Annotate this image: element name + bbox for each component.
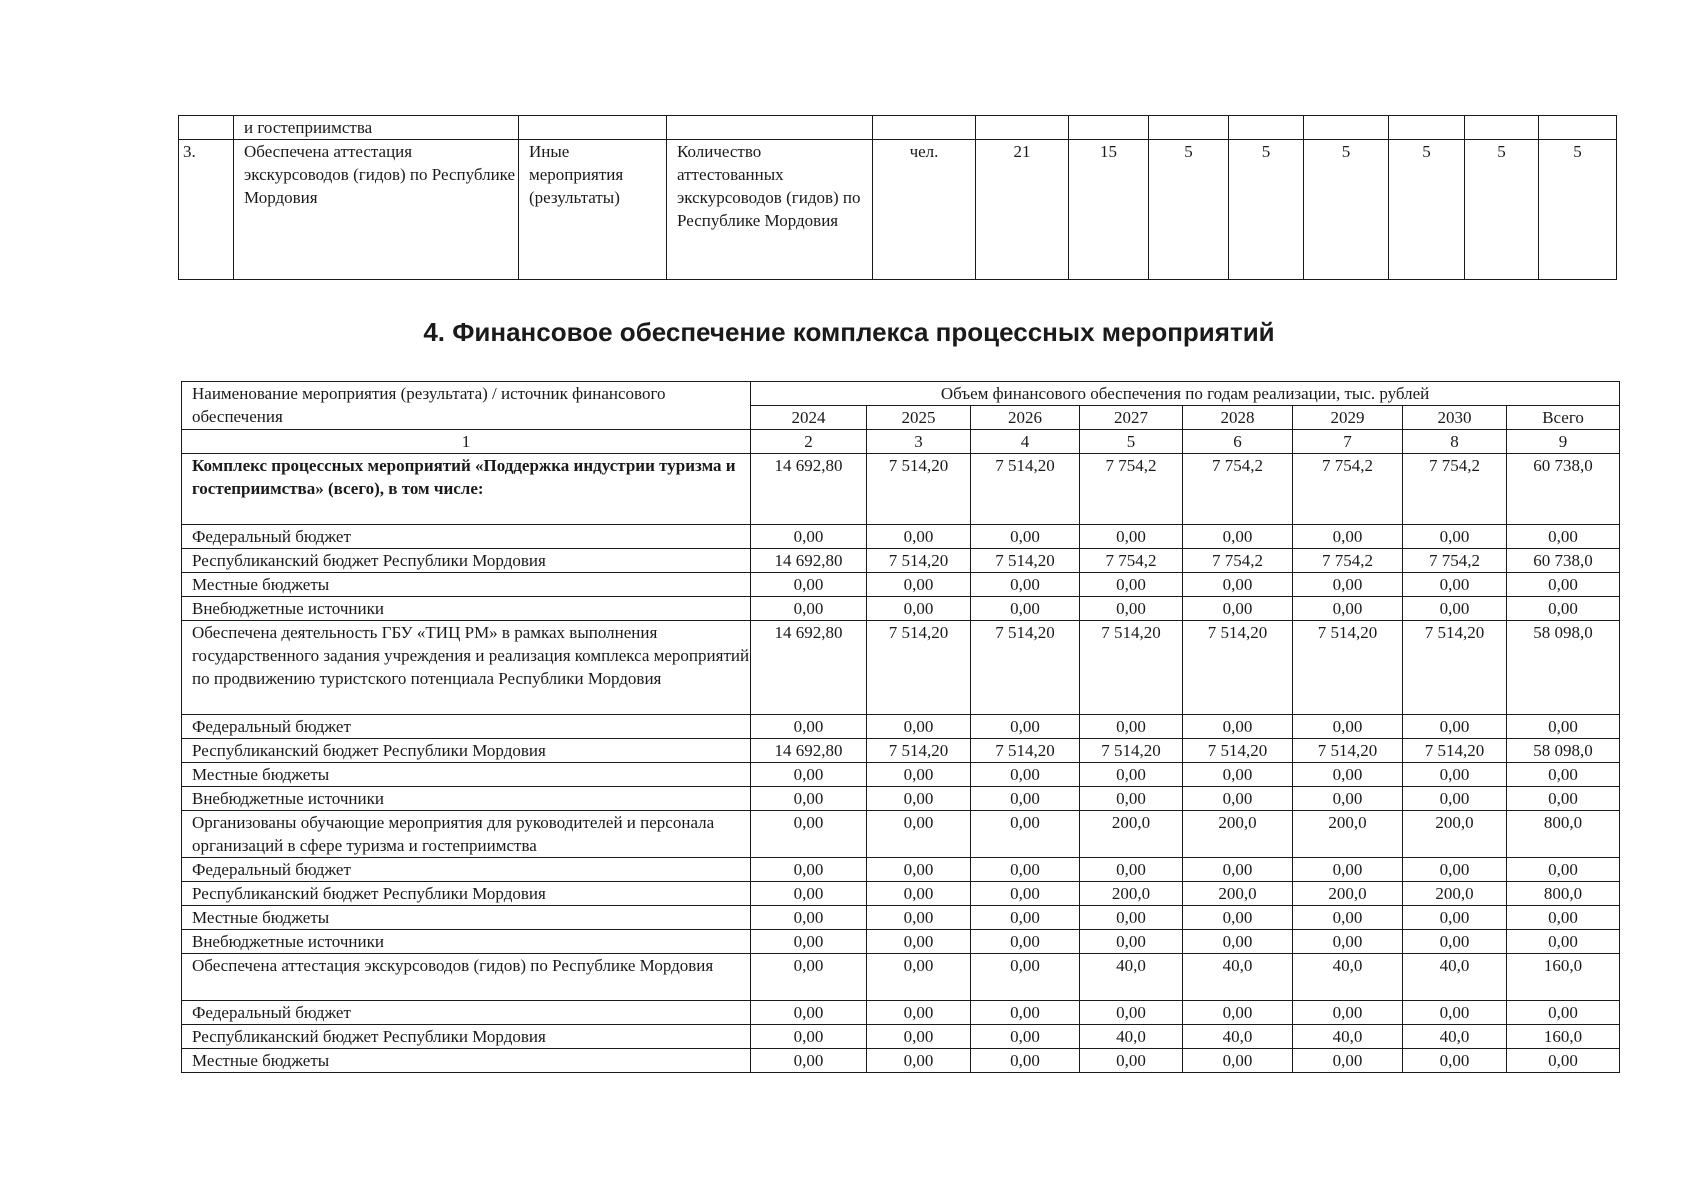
year-value-cell: 0,00 — [751, 1025, 867, 1049]
year-value-cell: 0,00 — [971, 811, 1080, 858]
table-row — [182, 1025, 1620, 1049]
year-value-cell: 0,00 — [971, 858, 1080, 882]
row-label-cell: Обеспечена аттестация экскурсоводов (гидов) по Республике Мордовия — [182, 954, 751, 1001]
year-value-cell: 0,00 — [1183, 597, 1293, 621]
year-value-cell: 0,00 — [971, 573, 1080, 597]
table-row — [182, 454, 1620, 525]
year-value-cell: 40,0 — [1403, 1025, 1507, 1049]
year-value-cell: 0,00 — [751, 1049, 867, 1073]
total-value-cell: 58 098,0 — [1507, 621, 1620, 715]
value-cell: 5 — [1304, 140, 1389, 280]
column-number: 6 — [1183, 430, 1293, 454]
year-value-cell: 0,00 — [751, 525, 867, 549]
row-label-cell: Местные бюджеты — [182, 573, 751, 597]
table-row — [182, 573, 1620, 597]
year-value-cell: 0,00 — [867, 763, 971, 787]
column-number: 7 — [1293, 430, 1403, 454]
total-value-cell: 0,00 — [1507, 715, 1620, 739]
section-title: 4. Финансовое обеспечение комплекса процессных мероприятий — [423, 317, 1275, 347]
year-value-cell: 0,00 — [1293, 906, 1403, 930]
year-value-cell: 0,00 — [867, 1025, 971, 1049]
row-label-cell: Федеральный бюджет — [182, 858, 751, 882]
total-value-cell: 0,00 — [1507, 858, 1620, 882]
header-year: 2028 — [1183, 406, 1293, 430]
year-value-cell: 7 514,20 — [971, 549, 1080, 573]
year-value-cell: 40,0 — [1293, 1025, 1403, 1049]
year-value-cell: 0,00 — [1183, 930, 1293, 954]
value-cell: 5 — [1539, 140, 1617, 280]
year-value-cell: 0,00 — [867, 597, 971, 621]
year-value-cell: 0,00 — [751, 597, 867, 621]
year-value-cell: 7 754,2 — [1183, 549, 1293, 573]
row-label-cell: Внебюджетные источники — [182, 930, 751, 954]
year-value-cell: 7 514,20 — [1183, 621, 1293, 715]
year-value-cell: 7 514,20 — [1403, 621, 1507, 715]
year-value-cell: 7 754,2 — [1080, 454, 1183, 525]
total-value-cell: 60 738,0 — [1507, 549, 1620, 573]
header-year: 2029 — [1293, 406, 1403, 430]
total-value-cell: 0,00 — [1507, 1049, 1620, 1073]
year-value-cell: 0,00 — [1293, 763, 1403, 787]
total-value-cell: 0,00 — [1507, 787, 1620, 811]
column-number: 9 — [1507, 430, 1620, 454]
year-value-cell: 7 754,2 — [1403, 454, 1507, 525]
year-value-cell: 0,00 — [1403, 906, 1507, 930]
year-value-cell: 0,00 — [751, 573, 867, 597]
year-value-cell: 0,00 — [971, 715, 1080, 739]
row-label-cell: Комплекс процессных мероприятий «Поддержка индустрии туризма и гостеприимства» (всего), в том числе: — [182, 454, 751, 525]
year-value-cell: 7 514,20 — [1080, 621, 1183, 715]
year-value-cell: 0,00 — [1080, 906, 1183, 930]
year-value-cell: 0,00 — [971, 763, 1080, 787]
year-value-cell: 0,00 — [867, 787, 971, 811]
table-row — [182, 954, 1620, 1001]
year-value-cell: 0,00 — [971, 525, 1080, 549]
total-value-cell: 0,00 — [1507, 1001, 1620, 1025]
year-value-cell: 0,00 — [1293, 930, 1403, 954]
value-cell: 21 — [976, 140, 1069, 280]
year-value-cell: 7 514,20 — [1183, 739, 1293, 763]
year-value-cell: 7 754,2 — [1293, 549, 1403, 573]
value-cell: 5 — [1389, 140, 1465, 280]
year-value-cell: 0,00 — [1403, 573, 1507, 597]
year-value-cell: 14 692,80 — [751, 739, 867, 763]
row-label-cell: Республиканский бюджет Республики Мордовия — [182, 739, 751, 763]
header-year: 2025 — [867, 406, 971, 430]
year-value-cell: 14 692,80 — [751, 621, 867, 715]
column-number: 4 — [971, 430, 1080, 454]
table-row — [182, 715, 1620, 739]
row-label-cell: Федеральный бюджет — [182, 715, 751, 739]
indicator-cell: Количество аттестованных экскурсоводов (гидов) по Республике Мордовия — [667, 140, 873, 280]
row-label-cell: Федеральный бюджет — [182, 1001, 751, 1025]
total-value-cell: 60 738,0 — [1507, 454, 1620, 525]
year-value-cell: 0,00 — [867, 882, 971, 906]
column-number: 5 — [1080, 430, 1183, 454]
year-value-cell: 0,00 — [867, 715, 971, 739]
row-label-cell: Организованы обучающие мероприятия для руководителей и персонала организаций в сфере туризма и гостеприимства — [182, 811, 751, 858]
total-value-cell: 58 098,0 — [1507, 739, 1620, 763]
header-total: Всего — [1507, 406, 1620, 430]
year-value-cell: 7 514,20 — [867, 454, 971, 525]
table-row — [182, 1001, 1620, 1025]
year-value-cell: 0,00 — [1183, 858, 1293, 882]
year-value-cell: 7 514,20 — [1080, 739, 1183, 763]
row-label-cell: Республиканский бюджет Республики Мордовия — [182, 1025, 751, 1049]
year-value-cell: 40,0 — [1183, 954, 1293, 1001]
year-value-cell: 0,00 — [1403, 763, 1507, 787]
year-value-cell: 0,00 — [1183, 763, 1293, 787]
finance-table — [181, 381, 1620, 1073]
year-value-cell: 0,00 — [1183, 787, 1293, 811]
year-value-cell: 7 514,20 — [867, 621, 971, 715]
year-value-cell: 7 514,20 — [1293, 621, 1403, 715]
column-number-row — [182, 430, 1620, 454]
year-value-cell: 200,0 — [1080, 811, 1183, 858]
column-number: 2 — [751, 430, 867, 454]
year-value-cell: 0,00 — [1403, 1049, 1507, 1073]
table-row — [182, 763, 1620, 787]
row-number-cell: 3. — [179, 140, 234, 280]
value-cell: 15 — [1069, 140, 1149, 280]
row-label-cell: Местные бюджеты — [182, 1049, 751, 1073]
year-value-cell: 7 514,20 — [1403, 739, 1507, 763]
year-value-cell: 0,00 — [751, 787, 867, 811]
year-value-cell: 0,00 — [1080, 573, 1183, 597]
year-value-cell: 7 514,20 — [867, 739, 971, 763]
header-name-column: Наименование мероприятия (результата) / источник финансового обеспечения — [182, 382, 751, 430]
year-value-cell: 0,00 — [751, 715, 867, 739]
year-value-cell: 0,00 — [971, 882, 1080, 906]
year-value-cell: 0,00 — [751, 906, 867, 930]
year-value-cell: 0,00 — [971, 930, 1080, 954]
year-value-cell: 0,00 — [751, 954, 867, 1001]
year-value-cell: 7 514,20 — [1293, 739, 1403, 763]
value-cell: 5 — [1229, 140, 1304, 280]
year-value-cell: 0,00 — [867, 930, 971, 954]
year-value-cell: 0,00 — [1403, 858, 1507, 882]
year-value-cell: 7 754,2 — [1403, 549, 1507, 573]
year-value-cell: 0,00 — [1080, 1001, 1183, 1025]
year-value-cell: 200,0 — [1403, 882, 1507, 906]
total-value-cell: 0,00 — [1507, 763, 1620, 787]
year-value-cell: 40,0 — [1403, 954, 1507, 1001]
year-value-cell: 0,00 — [867, 525, 971, 549]
year-value-cell: 0,00 — [1183, 573, 1293, 597]
row-label-cell: Внебюджетные источники — [182, 787, 751, 811]
column-number: 8 — [1403, 430, 1507, 454]
year-value-cell: 0,00 — [1183, 715, 1293, 739]
year-value-cell: 0,00 — [867, 1049, 971, 1073]
year-value-cell: 0,00 — [1293, 787, 1403, 811]
table-row — [182, 811, 1620, 858]
year-value-cell: 0,00 — [1403, 597, 1507, 621]
year-value-cell: 0,00 — [1293, 525, 1403, 549]
row-label-cell: Местные бюджеты — [182, 763, 751, 787]
continued-name-cell: и гостеприимства — [234, 116, 519, 140]
year-value-cell: 40,0 — [1293, 954, 1403, 1001]
total-value-cell: 0,00 — [1507, 525, 1620, 549]
table-row — [182, 1049, 1620, 1073]
year-value-cell: 0,00 — [751, 858, 867, 882]
year-value-cell: 0,00 — [1080, 715, 1183, 739]
year-value-cell: 40,0 — [1080, 1025, 1183, 1049]
value-cell: 5 — [1465, 140, 1539, 280]
year-value-cell: 7 514,20 — [971, 454, 1080, 525]
total-value-cell: 800,0 — [1507, 811, 1620, 858]
year-value-cell: 0,00 — [1293, 597, 1403, 621]
year-value-cell: 200,0 — [1403, 811, 1507, 858]
value-cell: 5 — [1149, 140, 1229, 280]
table-row — [182, 597, 1620, 621]
year-value-cell: 0,00 — [1080, 930, 1183, 954]
year-value-cell: 7 514,20 — [867, 549, 971, 573]
row-label-cell: Внебюджетные источники — [182, 597, 751, 621]
table-header-row — [182, 382, 1620, 406]
header-year: 2024 — [751, 406, 867, 430]
year-value-cell: 0,00 — [867, 811, 971, 858]
year-value-cell: 0,00 — [1293, 715, 1403, 739]
table-row — [179, 140, 1617, 280]
year-value-cell: 0,00 — [867, 1001, 971, 1025]
table-row — [182, 525, 1620, 549]
year-value-cell: 0,00 — [1080, 1049, 1183, 1073]
year-value-cell: 7 754,2 — [1183, 454, 1293, 525]
row-label-cell: Республиканский бюджет Республики Мордовия — [182, 882, 751, 906]
total-value-cell: 0,00 — [1507, 930, 1620, 954]
year-value-cell: 0,00 — [1183, 525, 1293, 549]
year-value-cell: 0,00 — [971, 1025, 1080, 1049]
year-value-cell: 0,00 — [1080, 763, 1183, 787]
year-value-cell: 200,0 — [1183, 882, 1293, 906]
year-value-cell: 0,00 — [971, 906, 1080, 930]
year-value-cell: 0,00 — [971, 597, 1080, 621]
year-value-cell: 0,00 — [971, 1001, 1080, 1025]
year-value-cell: 0,00 — [867, 573, 971, 597]
table-row — [182, 930, 1620, 954]
unit-cell: чел. — [873, 140, 976, 280]
year-value-cell: 0,00 — [1080, 597, 1183, 621]
year-value-cell: 0,00 — [1403, 715, 1507, 739]
table-row — [182, 882, 1620, 906]
total-value-cell: 160,0 — [1507, 954, 1620, 1001]
table-row — [182, 787, 1620, 811]
year-value-cell: 0,00 — [1080, 525, 1183, 549]
year-value-cell: 40,0 — [1183, 1025, 1293, 1049]
year-value-cell: 0,00 — [1183, 1049, 1293, 1073]
header-year: 2030 — [1403, 406, 1507, 430]
result-name-cell: Обеспечена аттестация экскурсоводов (гидов) по Республике Мордовия — [234, 140, 519, 280]
year-value-cell: 0,00 — [1403, 787, 1507, 811]
year-value-cell: 14 692,80 — [751, 549, 867, 573]
year-value-cell: 14 692,80 — [751, 454, 867, 525]
year-value-cell: 7 754,2 — [1080, 549, 1183, 573]
indicators-table — [178, 115, 1617, 280]
year-value-cell: 0,00 — [867, 858, 971, 882]
year-value-cell: 40,0 — [1080, 954, 1183, 1001]
header-year: 2026 — [971, 406, 1080, 430]
year-value-cell: 0,00 — [751, 1001, 867, 1025]
column-number: 1 — [182, 430, 751, 454]
year-value-cell: 0,00 — [971, 1049, 1080, 1073]
year-value-cell: 0,00 — [1183, 1001, 1293, 1025]
row-label-cell: Обеспечена деятельность ГБУ «ТИЦ РМ» в рамках выполнения государственного задания учреждения и реализация комплекса мероприятий по продвижению туристского потенциала Республики Мордовия — [182, 621, 751, 715]
year-value-cell: 0,00 — [1080, 858, 1183, 882]
year-value-cell: 0,00 — [1293, 858, 1403, 882]
year-value-cell: 0,00 — [1183, 906, 1293, 930]
year-value-cell: 7 754,2 — [1293, 454, 1403, 525]
year-value-cell: 0,00 — [867, 906, 971, 930]
table-row — [182, 549, 1620, 573]
column-number: 3 — [867, 430, 971, 454]
row-label-cell: Местные бюджеты — [182, 906, 751, 930]
year-value-cell: 0,00 — [1293, 1001, 1403, 1025]
year-value-cell: 0,00 — [1403, 525, 1507, 549]
total-value-cell: 160,0 — [1507, 1025, 1620, 1049]
year-value-cell: 0,00 — [1403, 930, 1507, 954]
table-row — [182, 739, 1620, 763]
year-value-cell: 7 514,20 — [971, 739, 1080, 763]
total-value-cell: 0,00 — [1507, 573, 1620, 597]
year-value-cell: 0,00 — [1293, 1049, 1403, 1073]
year-value-cell: 0,00 — [971, 954, 1080, 1001]
year-value-cell: 0,00 — [751, 882, 867, 906]
year-value-cell: 200,0 — [1293, 882, 1403, 906]
header-year: 2027 — [1080, 406, 1183, 430]
year-value-cell: 0,00 — [751, 763, 867, 787]
row-label-cell: Республиканский бюджет Республики Мордовия — [182, 549, 751, 573]
year-value-cell: 7 514,20 — [971, 621, 1080, 715]
year-value-cell: 0,00 — [751, 930, 867, 954]
result-type-cell: Иные мероприятия (результаты) — [519, 140, 667, 280]
table-row — [182, 906, 1620, 930]
year-value-cell: 200,0 — [1183, 811, 1293, 858]
total-value-cell: 0,00 — [1507, 906, 1620, 930]
year-value-cell: 200,0 — [1293, 811, 1403, 858]
table-row — [182, 858, 1620, 882]
total-value-cell: 0,00 — [1507, 597, 1620, 621]
row-label-cell: Федеральный бюджет — [182, 525, 751, 549]
header-group: Объем финансового обеспечения по годам реализации, тыс. рублей — [751, 382, 1620, 406]
year-value-cell: 0,00 — [1293, 573, 1403, 597]
year-value-cell: 0,00 — [971, 787, 1080, 811]
table-row — [182, 621, 1620, 715]
year-value-cell: 200,0 — [1080, 882, 1183, 906]
year-value-cell: 0,00 — [867, 954, 971, 1001]
total-value-cell: 800,0 — [1507, 882, 1620, 906]
year-value-cell: 0,00 — [1080, 787, 1183, 811]
table-row — [179, 116, 1617, 140]
year-value-cell: 0,00 — [1403, 1001, 1507, 1025]
year-value-cell: 0,00 — [751, 811, 867, 858]
